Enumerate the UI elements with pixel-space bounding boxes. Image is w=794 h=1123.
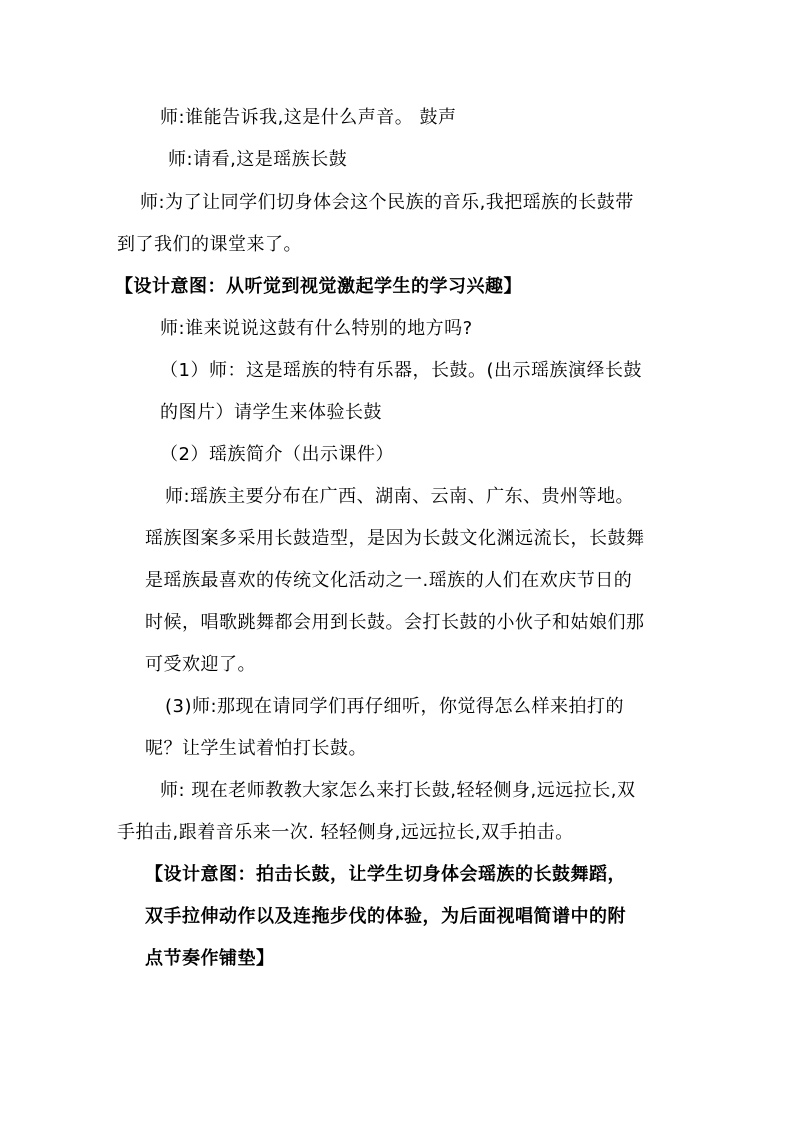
step-3-line-2: 呢？让学生试着怕打长鼓。 <box>145 738 367 759</box>
yao-intro-line-4: 时候，唱歌跳舞都会用到长鼓。会打长鼓的小伙子和姑娘们那 <box>145 612 645 633</box>
yao-intro-line-2: 瑶族图案多采用长鼓造型，是因为长鼓文化渊远流长，长鼓舞 <box>145 528 645 549</box>
yao-intro-line-3: 是瑶族最喜欢的传统文化活动之一.瑶族的人们在欢庆节日的 <box>145 570 633 591</box>
step-1-line-1: （1）师：这是瑶族的特有乐器，长鼓。(出示瑶族演绎长鼓 <box>160 360 642 381</box>
design-intent-2-line-2: 双手拉伸动作以及连拖步伐的体验，为后面视唱简谱中的附 <box>145 906 626 927</box>
teacher-line-special-drum: 师:谁来说说这鼓有什么特别的地方吗? <box>160 318 473 339</box>
step-1-line-2: 的图片）请学生来体验长鼓 <box>160 402 382 423</box>
yao-intro-line-5: 可受欢迎了。 <box>145 654 256 675</box>
step-3-line-1: (3)师:那现在请同学们再仔细听，你觉得怎么样来拍打的 <box>165 696 625 717</box>
design-intent-2-line-1: 【设计意图：拍击长鼓，让学生切身体会瑶族的长鼓舞蹈， <box>145 864 626 885</box>
teacher-line-bring-drum-2: 到了我们的课堂来了。 <box>117 234 302 255</box>
yao-intro-line-1: 师:瑶族主要分布在广西、湖南、云南、广东、贵州等地。 <box>165 486 635 507</box>
teacher-line-teach-2: 手拍击,跟着音乐来一次. 轻轻侧身,远远拉长,双手拍击。 <box>117 822 574 843</box>
teacher-line-yao-drum: 师:请看,这是瑶族长鼓 <box>168 149 348 170</box>
teacher-line-teach-1: 师: 现在老师教教大家怎么来打长鼓,轻轻侧身,远远拉长,双 <box>160 780 636 801</box>
teacher-line-bring-drum-1: 师:为了让同学们切身体会这个民族的音乐,我把瑶族的长鼓带 <box>140 192 634 213</box>
design-intent-1: 【设计意图：从听觉到视觉激起学生的学习兴趣】 <box>115 276 522 297</box>
step-2-heading: （2）瑶族简介（出示课件） <box>160 444 394 465</box>
design-intent-2-line-3: 点节奏作铺垫】 <box>145 948 275 969</box>
teacher-line-question-sound: 师:谁能告诉我,这是什么声音。 鼓声 <box>160 107 457 128</box>
